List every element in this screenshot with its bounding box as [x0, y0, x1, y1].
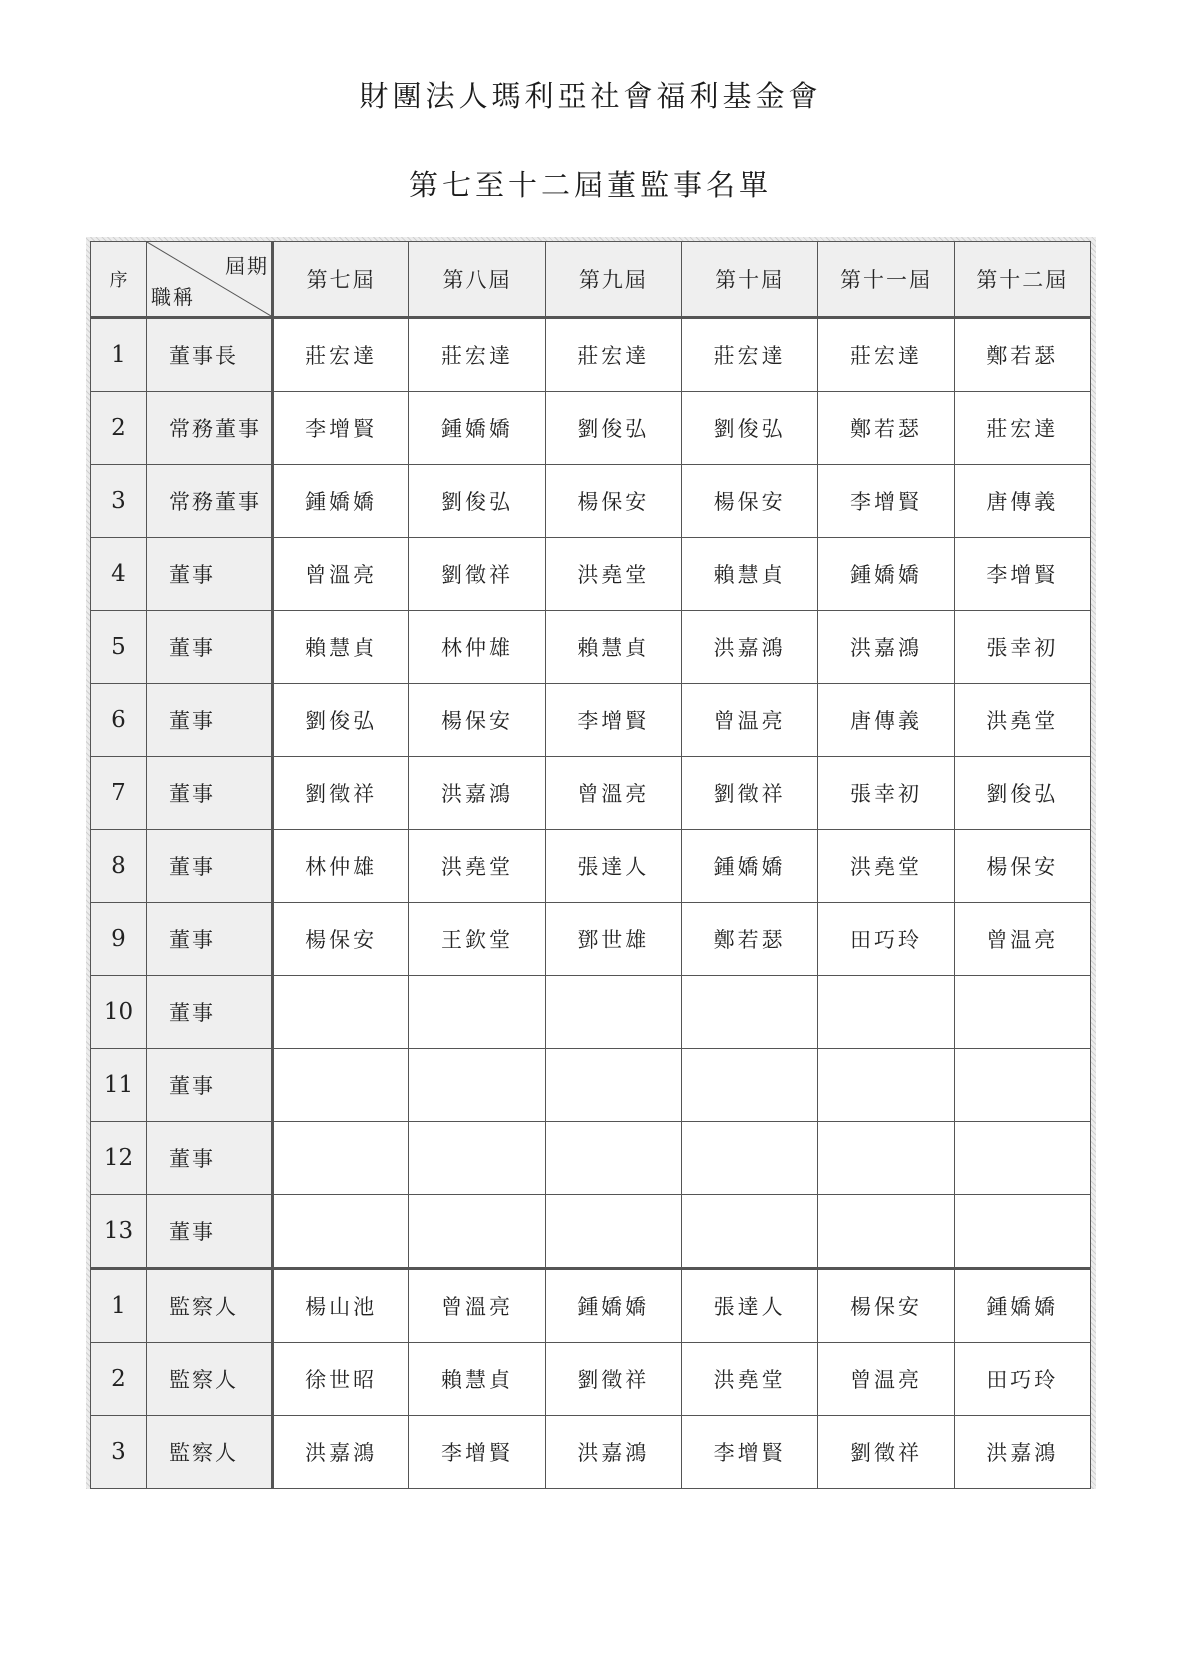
member-name-cell: 田巧玲 [818, 903, 954, 976]
seq-cell: 2 [91, 392, 147, 465]
member-name-cell: 莊宏達 [545, 318, 681, 392]
member-name-cell [273, 1049, 409, 1122]
supervisor-row [91, 1343, 1091, 1416]
table-header-row [91, 242, 1091, 318]
member-name-cell: 鄭若瑟 [681, 903, 817, 976]
member-name-cell: 李增賢 [954, 538, 1090, 611]
member-name-cell [818, 1195, 954, 1269]
role-cell: 董事 [147, 1195, 273, 1269]
member-name-cell: 楊保安 [545, 465, 681, 538]
member-name-cell: 李增賢 [681, 1416, 817, 1489]
member-name-cell: 莊宏達 [273, 318, 409, 392]
member-name-cell: 劉徵祥 [273, 757, 409, 830]
seq-cell: 5 [91, 611, 147, 684]
member-name-cell: 曾溫亮 [409, 1269, 545, 1343]
member-name-cell: 鄧世雄 [545, 903, 681, 976]
member-name-cell [954, 1049, 1090, 1122]
member-name-cell [409, 1122, 545, 1195]
director-row [91, 1122, 1091, 1195]
role-cell: 董事 [147, 1049, 273, 1122]
member-name-cell: 洪嘉鴻 [681, 611, 817, 684]
member-name-cell: 鄭若瑟 [954, 318, 1090, 392]
member-name-cell: 洪嘉鴻 [818, 611, 954, 684]
member-name-cell [818, 976, 954, 1049]
member-name-cell [681, 1195, 817, 1269]
member-name-cell: 賴慧貞 [545, 611, 681, 684]
director-row [91, 976, 1091, 1049]
member-name-cell: 曾温亮 [681, 684, 817, 757]
member-name-cell: 楊山池 [273, 1269, 409, 1343]
document-subtitle: 第七至十二屆董監事名單 [408, 168, 772, 202]
role-cell: 董事 [147, 976, 273, 1049]
member-name-cell: 徐世昭 [273, 1343, 409, 1416]
director-row [91, 318, 1091, 392]
member-name-cell: 莊宏達 [681, 318, 817, 392]
role-cell: 董事 [147, 538, 273, 611]
role-cell: 董事 [147, 757, 273, 830]
member-name-cell: 張達人 [681, 1269, 817, 1343]
member-name-cell [545, 1049, 681, 1122]
member-name-cell: 賴慧貞 [409, 1343, 545, 1416]
director-row [91, 538, 1091, 611]
seq-cell: 8 [91, 830, 147, 903]
member-name-cell: 鄭若瑟 [818, 392, 954, 465]
member-name-cell: 王欽堂 [409, 903, 545, 976]
role-cell: 董事長 [147, 318, 273, 392]
member-name-cell: 張幸初 [818, 757, 954, 830]
board-member-table [90, 241, 1091, 1489]
role-cell: 監察人 [147, 1269, 273, 1343]
role-cell: 監察人 [147, 1343, 273, 1416]
role-cell: 董事 [147, 1122, 273, 1195]
member-name-cell: 劉徵祥 [681, 757, 817, 830]
director-row [91, 830, 1091, 903]
term-header: 第十一屆 [818, 242, 954, 318]
member-name-cell: 劉徵祥 [818, 1416, 954, 1489]
member-name-cell: 莊宏達 [818, 318, 954, 392]
member-name-cell: 鍾嬌嬌 [273, 465, 409, 538]
member-name-cell [954, 1195, 1090, 1269]
member-name-cell: 楊保安 [273, 903, 409, 976]
director-row [91, 611, 1091, 684]
member-name-cell: 曾溫亮 [545, 757, 681, 830]
member-name-cell [273, 1122, 409, 1195]
member-name-cell: 李增賢 [273, 392, 409, 465]
seq-cell: 11 [91, 1049, 147, 1122]
member-name-cell: 楊保安 [818, 1269, 954, 1343]
member-name-cell [681, 1122, 817, 1195]
member-name-cell: 劉俊弘 [545, 392, 681, 465]
member-name-cell: 鍾嬌嬌 [681, 830, 817, 903]
seq-cell: 4 [91, 538, 147, 611]
director-row [91, 465, 1091, 538]
seq-cell: 2 [91, 1343, 147, 1416]
seq-cell: 1 [91, 318, 147, 392]
seq-cell: 13 [91, 1195, 147, 1269]
member-name-cell: 李增賢 [545, 684, 681, 757]
member-name-cell: 洪堯堂 [681, 1343, 817, 1416]
term-header: 第七屆 [273, 242, 409, 318]
role-cell: 董事 [147, 684, 273, 757]
supervisor-row [91, 1269, 1091, 1343]
member-name-cell [273, 976, 409, 1049]
seq-cell: 10 [91, 976, 147, 1049]
director-row [91, 392, 1091, 465]
member-name-cell [954, 1122, 1090, 1195]
member-name-cell: 楊保安 [409, 684, 545, 757]
role-cell: 董事 [147, 903, 273, 976]
seq-cell: 9 [91, 903, 147, 976]
member-name-cell: 唐傳義 [818, 684, 954, 757]
member-name-cell: 洪堯堂 [545, 538, 681, 611]
member-name-cell: 洪嘉鴻 [545, 1416, 681, 1489]
member-name-cell: 鍾嬌嬌 [409, 392, 545, 465]
member-name-cell: 洪嘉鴻 [409, 757, 545, 830]
role-cell: 監察人 [147, 1416, 273, 1489]
member-name-cell [409, 1195, 545, 1269]
member-name-cell: 李增賢 [409, 1416, 545, 1489]
member-name-cell: 劉俊弘 [273, 684, 409, 757]
member-name-cell: 劉俊弘 [409, 465, 545, 538]
member-name-cell: 張幸初 [954, 611, 1090, 684]
seq-cell: 6 [91, 684, 147, 757]
term-header: 第十二屆 [954, 242, 1090, 318]
director-row [91, 757, 1091, 830]
member-name-cell: 洪堯堂 [954, 684, 1090, 757]
term-header: 第九屆 [545, 242, 681, 318]
member-name-cell: 鍾嬌嬌 [818, 538, 954, 611]
member-name-cell [545, 1122, 681, 1195]
member-name-cell: 張達人 [545, 830, 681, 903]
member-name-cell: 洪堯堂 [409, 830, 545, 903]
member-name-cell [545, 1195, 681, 1269]
member-name-cell: 李增賢 [818, 465, 954, 538]
director-row [91, 1049, 1091, 1122]
member-name-cell [409, 1049, 545, 1122]
member-name-cell: 莊宏達 [409, 318, 545, 392]
member-name-cell: 楊保安 [681, 465, 817, 538]
role-cell: 董事 [147, 611, 273, 684]
member-name-cell: 曾溫亮 [273, 538, 409, 611]
member-name-cell: 洪嘉鴻 [273, 1416, 409, 1489]
member-name-cell: 楊保安 [954, 830, 1090, 903]
member-name-cell [818, 1122, 954, 1195]
board-table-frame [86, 237, 1096, 1489]
member-name-cell: 劉徵祥 [545, 1343, 681, 1416]
member-name-cell: 莊宏達 [954, 392, 1090, 465]
member-name-cell: 劉徵祥 [409, 538, 545, 611]
member-name-cell [409, 976, 545, 1049]
member-name-cell: 賴慧貞 [273, 611, 409, 684]
member-name-cell: 劉俊弘 [954, 757, 1090, 830]
member-name-cell: 劉俊弘 [681, 392, 817, 465]
seq-cell: 7 [91, 757, 147, 830]
term-header: 第十屆 [681, 242, 817, 318]
member-name-cell [818, 1049, 954, 1122]
seq-header: 序 [91, 242, 147, 318]
member-name-cell: 洪嘉鴻 [954, 1416, 1090, 1489]
role-cell: 董事 [147, 830, 273, 903]
term-axis-label: 屆期 [225, 254, 269, 278]
member-name-cell: 洪堯堂 [818, 830, 954, 903]
supervisor-row [91, 1416, 1091, 1489]
term-header: 第八屆 [409, 242, 545, 318]
seq-cell: 3 [91, 465, 147, 538]
member-name-cell [954, 976, 1090, 1049]
member-name-cell: 曾温亮 [954, 903, 1090, 976]
director-row [91, 684, 1091, 757]
member-name-cell: 林仲雄 [273, 830, 409, 903]
member-name-cell: 賴慧貞 [681, 538, 817, 611]
member-name-cell: 林仲雄 [409, 611, 545, 684]
member-name-cell: 曾温亮 [818, 1343, 954, 1416]
role-cell: 常務董事 [147, 392, 273, 465]
member-name-cell: 鍾嬌嬌 [954, 1269, 1090, 1343]
diagonal-header-cell [147, 242, 273, 318]
member-name-cell [545, 976, 681, 1049]
member-name-cell [681, 976, 817, 1049]
member-name-cell: 鍾嬌嬌 [545, 1269, 681, 1343]
seq-cell: 12 [91, 1122, 147, 1195]
seq-cell: 1 [91, 1269, 147, 1343]
director-row [91, 1195, 1091, 1269]
role-cell: 常務董事 [147, 465, 273, 538]
title-axis-label: 職稱 [151, 285, 195, 309]
seq-cell: 3 [91, 1416, 147, 1489]
member-name-cell: 唐傳義 [954, 465, 1090, 538]
member-name-cell [681, 1049, 817, 1122]
member-name-cell: 田巧玲 [954, 1343, 1090, 1416]
director-row [91, 903, 1091, 976]
member-name-cell [273, 1195, 409, 1269]
document-title: 財團法人瑪利亞社會福利基金會 [359, 79, 822, 113]
